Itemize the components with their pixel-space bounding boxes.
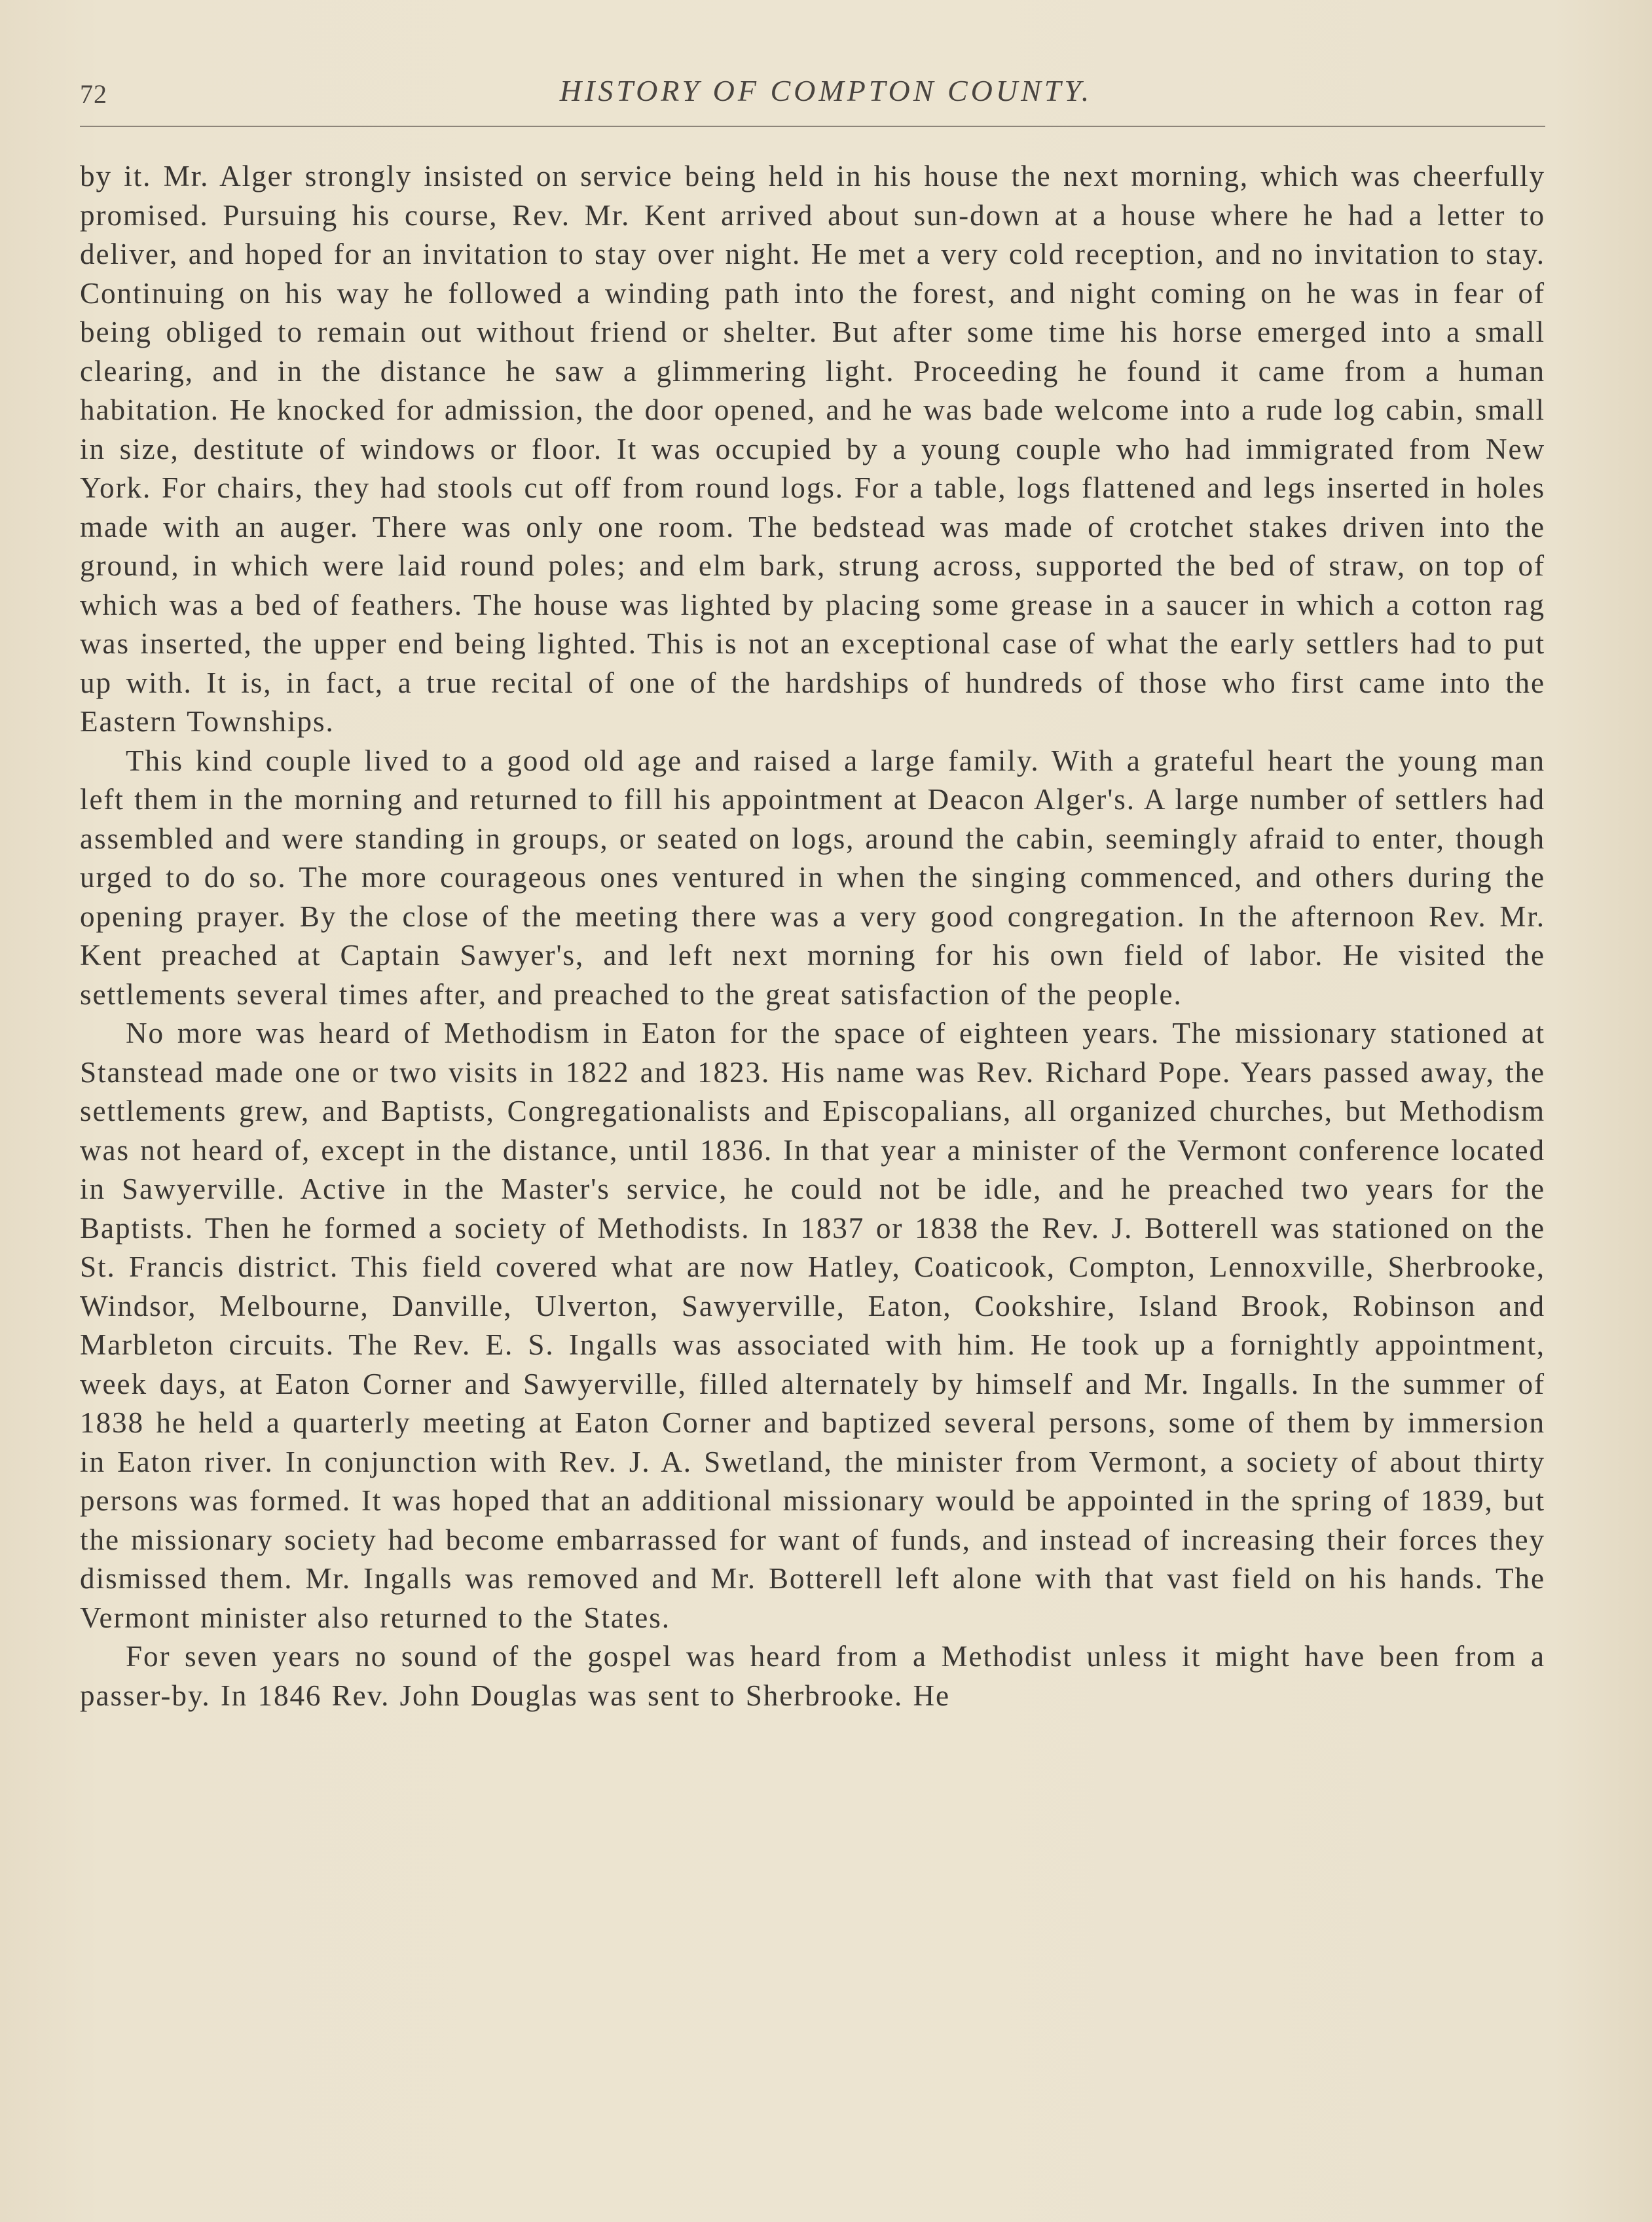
book-title: HISTORY OF COMPTON COUNTY. xyxy=(559,74,1093,107)
paragraph-3: No more was heard of Methodism in Eaton for the space of eighteen years. The missionary stationed at Stanstead made one or two visits in 1822 and 1823. His name was Rev. Richard Pope. Years passed away, the settlements grew, and Baptists, Congregationalists and Episcopalians, all organized churches, but Methodism was not heard of, except in the distance, until 1836. In that year a minister of the Vermont conference located in Sawyerville. Active in the Master's service, he could not be idle, and he preached two years for the Baptists. Then he formed a society of Methodists. In 1837 or 1838 the Rev. J. Botterell was stationed on the St. Francis district. This field covered what are now Hatley, Coaticook, Compton, Lennoxville, Sherbrooke, Windsor, Melbourne, Danville, Ulverton, Sawyerville, Eaton, Cookshire, Island Brook, Robinson and Marbleton circuits. The Rev. E. S. Ingalls was associated with him. He took up a fornightly appointment, week days, at Eaton Corner and Sawyerville, filled alternately by himself and Mr. Ingalls. In the summer of 1838 he held a quarterly meeting at Eaton Corner and baptized several persons, some of them by immersion in Eaton river. In conjunction with Rev. J. A. Swetland, the minister from Vermont, a society of about thirty persons was formed. It was hoped that an additional missionary would be appointed in the spring of 1839, but the missionary society had become embarrassed for want of funds, and instead of increasing their forces they dismissed them. Mr. Ingalls was removed and Mr. Botterell left alone with that vast field on his hands. The Vermont minister also returned to the States. xyxy=(80,1017,1545,1634)
body-text xyxy=(80,157,1545,1715)
paragraph-2: This kind couple lived to a good old age and raised a large family. With a grateful heart the young man left them in the morning and returned to fill his appointment at Deacon Alger's. A large number of settlers had assembled and were standing in groups, or seated on logs, around the cabin, seemingly afraid to enter, though urged to do so. The more courageous ones ventured in when the singing commenced, and others during the opening prayer. By the close of the meeting there was a very good congregation. In the afternoon Rev. Mr. Kent preached at Captain Sawyer's, and left next morning for his own field of labor. He visited the settlements several times after, and preached to the great satisfaction of the people. xyxy=(80,744,1545,1011)
paragraph-1: by it. Mr. Alger strongly insisted on service being held in his house the next morning, which was cheerfully promised. Pursuing his course, Rev. Mr. Kent arrived about sun-down at a house where he had a letter to deliver, and hoped for an invitation to stay over night. He met a very cold reception, and no invitation to stay. Continuing on his way he followed a winding path into the forest, and night coming on he was in fear of being obliged to remain out without friend or shelter. But after some time his horse emerged into a small clearing, and in the distance he saw a glimmering light. Proceeding he found it came from a human habitation. He knocked for admission, the door opened, and he was bade welcome into a rude log cabin, small in size, destitute of windows or floor. It was occupied by a young couple who had immigrated from New York. For chairs, they had stools cut off from round logs. For a table, logs flattened and legs inserted in holes made with an auger. There was only one room. The bedstead was made of crotchet stakes driven into the ground, in which were laid round poles; and elm bark, strung across, supported the bed of straw, on top of which was a bed of feathers. The house was lighted by placing some grease in a saucer in which a cotton rag was inserted, the upper end being lighted. This is not an exceptional case of what the early settlers had to put up with. It is, in fact, a true recital of one of the hardships of hundreds of those who first came into the Eastern Townships. xyxy=(80,160,1545,738)
paragraph-4: For seven years no sound of the gospel was heard from a Methodist unless it might have been from a passer-by. In 1846 Rev. John Douglas was sent to Sherbrooke. He xyxy=(80,1640,1545,1712)
running-head xyxy=(0,68,1652,114)
header-rule xyxy=(80,126,1545,127)
page-number: 72 xyxy=(80,79,107,109)
